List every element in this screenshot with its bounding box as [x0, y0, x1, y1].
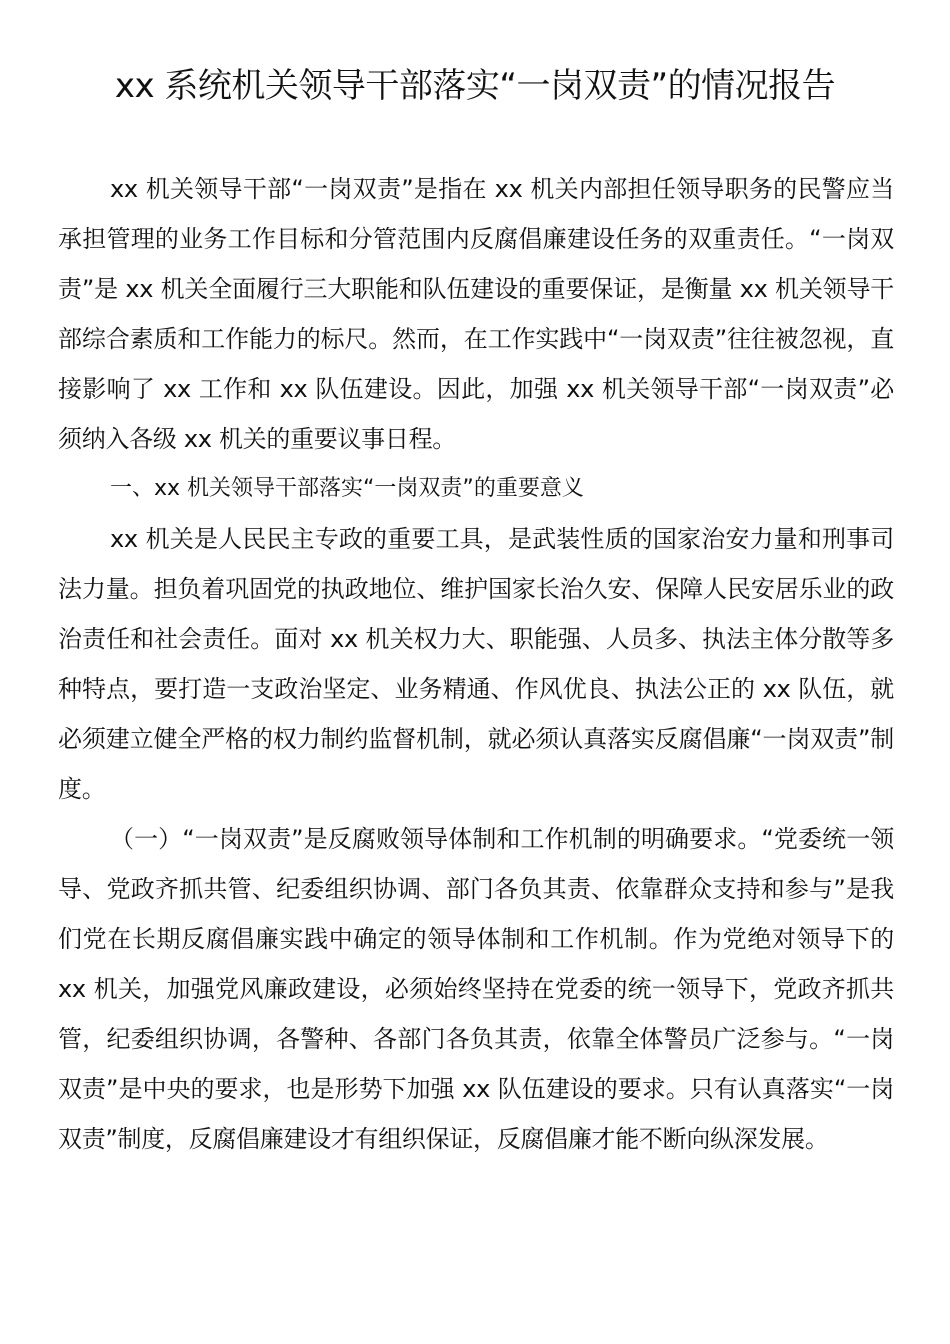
paragraph-intro: xx 机关领导干部“一岗双责”是指在 xx 机关内部担任领导职务的民警应当承担管理的业务工作目标和分管范围内反腐倡廉建设任务的双重责任。“一岗双责”是 xx 机关全面履行三大职能和队伍建设的重要保证，是衡量 xx 机关领导干部综合素质和工作能力的标尺。然而，在工作实践中“一岗双责”往往被忽视，直接影响了 xx 工作和 xx 队伍建设。因此，加强 xx 机关领导干部“一岗双责”必须纳入各级 xx 机关的重要议事日程。 [58, 175, 894, 453]
document-body [58, 164, 894, 1164]
document-title: xx 系统机关领导干部落实“一岗双责”的情况报告 [114, 66, 836, 106]
paragraph-significance: xx 机关是人民民主专政的重要工具，是武装性质的国家治安力量和刑事司法力量。担负着巩固党的执政地位、维护国家长治久安、保障人民安居乐业的政治责任和社会责任。面对 xx 机关权力大、职能强、人员多、执法主体分散等多种特点，要打造一支政治坚定、业务精通、作风优良、执法公正的 xx 队伍，就必须建立健全严格的权力制约监督机制，就必须认真落实反腐倡廉“一岗双责”制度。 [58, 525, 894, 803]
section-heading-1: 一、xx 机关领导干部落实“一岗双责”的重要意义 [110, 476, 584, 501]
paragraph-subsection-1: （一）“一岗双责”是反腐败领导体制和工作机制的明确要求。“党委统一领导、党政齐抓共管、纪委组织协调、部门各负其责、依靠群众支持和参与”是我们党在长期反腐倡廉实践中确定的领导体制和工作机制。作为党绝对领导下的 xx 机关，加强党风廉政建设，必须始终坚持在党委的统一领导下，党政齐抓共管，纪委组织协调，各警种、各部门各负其责，依靠全体警员广泛参与。“一岗双责”是中央的要求，也是形势下加强 xx 队伍建设的要求。只有认真落实“一岗双责”制度，反腐倡廉建设才有组织保证，反腐倡廉才能不断向纵深发展。 [58, 825, 894, 1153]
